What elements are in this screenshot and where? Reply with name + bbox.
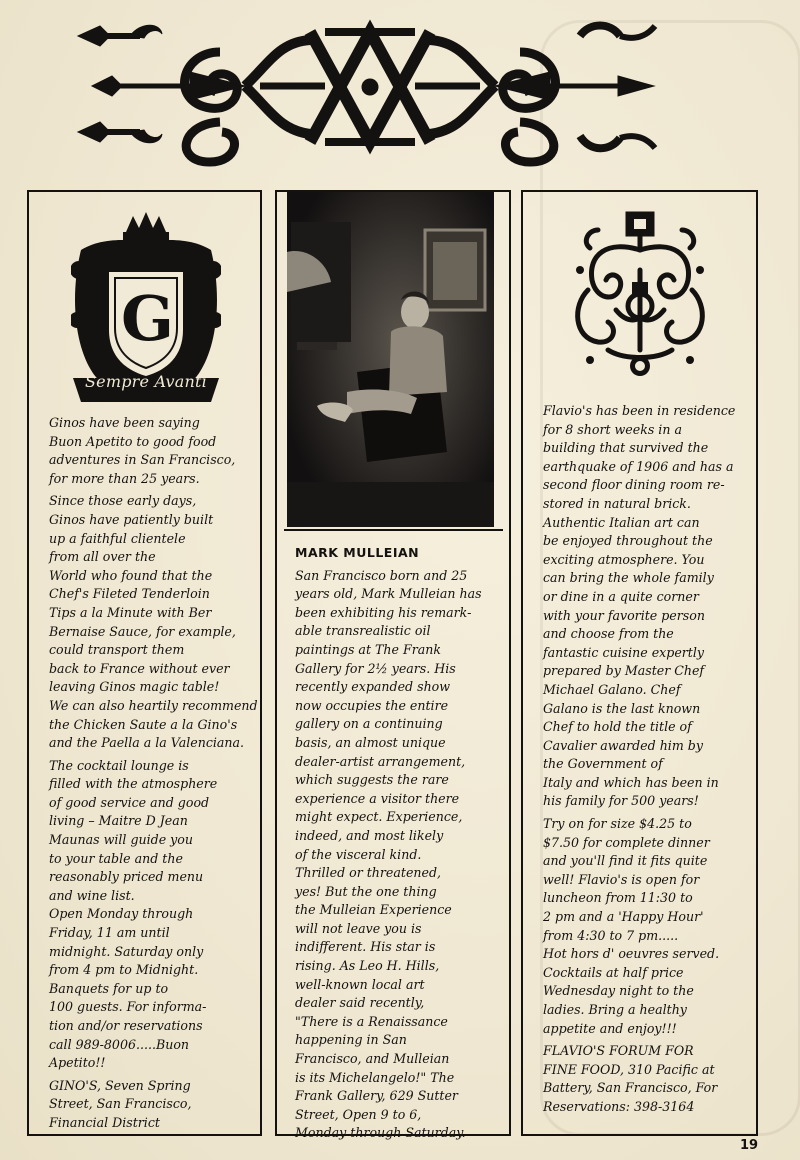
paragraph: Ginos have been saying Buon Apetito to good food adventures in San Francisco, for more than 25 years. (49, 415, 236, 486)
caption-divider (284, 529, 503, 531)
gino-column (27, 190, 262, 1136)
paragraph: GINO'S, Seven Spring Street, San Francisco, Financial District (49, 1077, 192, 1130)
flavio-column (521, 190, 758, 1136)
crest-motto: Sempre Avanti (85, 372, 207, 391)
artist-column (275, 190, 511, 1141)
caption-title: MARK MULLEIAN (295, 545, 420, 560)
paragraph: San Francisco born and 25 years old, Mark Mulleian has been exhibiting his remark- able transrealistic oil paintings at The Frank Gallery for 2½ years. His recently expanded show now occupies the entire gallery on a continuing basis, an almost unique dealer-artist arrangement, which suggests the rare experience a visitor there might expect. Experience, indeed, and most likely of the visceral kind. Thrilled or threatened, yes! But the one thing the Mulleian Experience will not leave you is indifferent. His star is rising. As Leo H. Hills, well-known local art dealer said recently, "There is a Renaissance happening in San Francisco, and Mulleian is its Michelangelo!" The Frank Gallery, 629 Sutter Street, Open 9 to 6, Monday through Saturday. (295, 567, 482, 1141)
paragraph: Flavio's has been in residence for 8 short weeks in a building that survived the earthquake of 1906 and has a second floor dining room re- stored in natural brick. Authentic Italian art can be enjoyed throughout the exciting atmosphere. You can bring the whole family or dine in a quite corner with your favorite person and choose from the fantastic cuisine expertly prepared by Master Chef Michael Galano. Chef Galano is the last known Chef to hold the title of Cavalier awarded him by the Government of Italy and which has been in his family for 500 years! (543, 403, 736, 809)
paragraph: Try on for size $4.25 to $7.50 for complete dinner and you'll find it fits quite well! Flavio's is open for luncheon from 11:30 to 2 pm and a 'Happy Hour' from 4:30 to 7 pm..... Hot hors d' oeuvres served. Cocktails at half price Wednesday night to the ladies. Bring a healthy appetite and enjoy!!! (543, 816, 720, 1036)
gino-text (49, 414, 259, 1133)
scroll-ornament-icon (70, 12, 665, 172)
page-number: 19 (740, 1138, 759, 1153)
paragraph: The cocktail lounge is filled with the atmosphere of good service and good living – Maitre D Jean Maunas will guide you to your table and the reasonably priced menu and wine list. Open Monday through Friday, 11 am until midnight. Saturday only from 4 pm to Midnight. Banquets for up to 100 guests. For informa- tion and/or reservations call 989-8006.....Buon Apetito!! (49, 757, 218, 1071)
artist-text (295, 544, 505, 1143)
portrait-photo (287, 192, 494, 527)
flavio-text (543, 402, 758, 1117)
filigree-crest-icon (568, 210, 713, 385)
paragraph: Since those early days, Ginos have patiently built up a faithful clientele from all over the World who found that the Chef's Fileted Tenderloin Tips a la Minute with Ber Bernaise Sauce, for example, could transport them back to France without ever leaving Ginos magic table! We can also heartily recommend the Chicken Saute a la Gino's and the Paella a la Valenciana. (49, 493, 258, 751)
paragraph: FLAVIO'S FORUM FOR FINE FOOD, 310 Pacific at Battery, San Francisco, For Reservations: 398-3164 (543, 1043, 718, 1114)
crest-letter: G (121, 282, 174, 355)
